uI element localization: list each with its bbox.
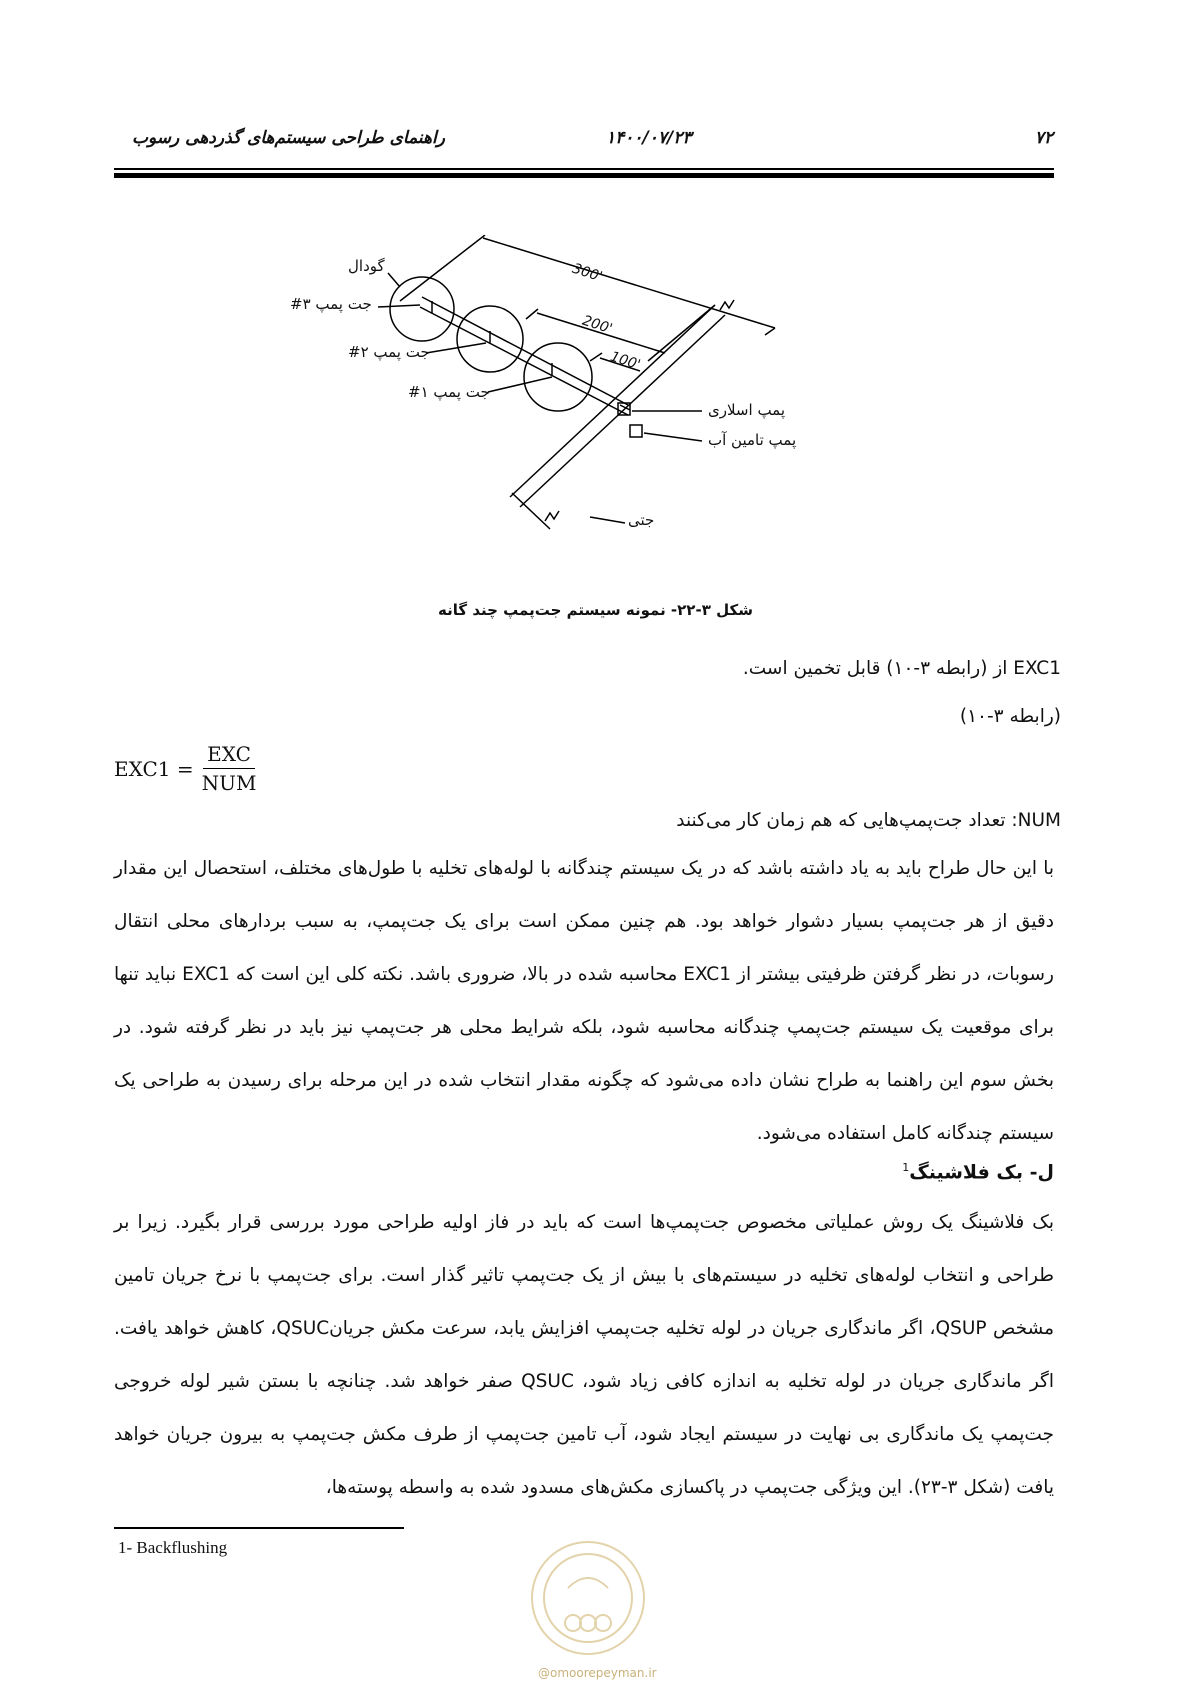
page-number: ۷۲	[1034, 128, 1053, 148]
equation-reference: (رابطه ۳-۱۰)	[959, 706, 1061, 727]
footnote-rule	[114, 1527, 404, 1529]
formula-fraction	[202, 742, 257, 795]
header-rule-thick	[114, 173, 1054, 178]
label-jetty: جتی	[628, 511, 655, 529]
dim-100: 100'	[608, 348, 643, 374]
label-jet-pump-3: جت پمپ ۳#	[290, 295, 372, 313]
watermark-logo	[528, 1528, 648, 1668]
num-definition: NUM: تعداد جت‌پمپ‌هایی که هم زمان کار می‌کنند	[676, 810, 1061, 831]
watermark-text: @omoorepeyman.ir	[538, 1666, 657, 1680]
jetty-line-upper	[510, 305, 715, 497]
label-slurry-pump: پمپ اسلاری	[708, 401, 786, 419]
formula-numerator: EXC	[203, 742, 255, 769]
body-line-exc1: EXC1 از (رابطه ۳-۱۰) قابل تخمین است.	[742, 658, 1061, 679]
formula	[114, 742, 256, 795]
dim-200: 200'	[580, 312, 615, 338]
figure-caption: شکل ۳-۲۲- نمونه سیستم جت‌پمپ چند گانه	[438, 601, 753, 619]
dim-line-300	[483, 238, 775, 328]
header-rule-thin	[114, 168, 1054, 170]
dim-300: 300'	[570, 260, 605, 286]
paragraph-1: با این حال طراح باید به یاد داشته باشد که در یک سیستم چندگانه با لوله‌های تخلیه با طول‌های مختلف، استحصال این مقدار دقیق از هر جت‌پمپ بسیار دشوار خواهد بود. هم چنین ممکن است برای یک جت‌پمپ، به سبب بردارهای محلی انتقال رسوبات، در نظر گرفتن ظرفیتی بیشتر از EXC1 محاسبه شده در بالا، ضروری باشد. نکته کلی این است که EXC1 نباید تنها برای موقعیت یک سیستم جت‌پمپ چندگانه محاسبه شود، بلکه شرایط محلی هر جت‌پمپ نیز باید در نظر گرفته شود. در بخش سوم این راهنما به طراح نشان داده می‌شود که چگونه مقدار انتخاب شده در این مرحله برای رسیدن به طراحی یک سیستم چندگانه کامل استفاده می‌شود.	[114, 858, 1054, 1144]
label-jet-pump-1: جت پمپ ۱#	[408, 383, 490, 401]
label-water-supply-pump: پمپ تامین آب	[708, 431, 797, 449]
formula-lhs: EXC1 =	[114, 756, 194, 781]
pit-circle-1	[524, 343, 592, 411]
footnote: 1- Backflushing	[118, 1538, 228, 1557]
water-pump-box	[630, 425, 642, 437]
formula-denominator: NUM	[201, 771, 257, 795]
section-heading	[902, 1161, 1054, 1183]
label-pit: گودال	[348, 257, 385, 275]
footnote-mark: 1	[902, 1161, 910, 1174]
section-heading-text: ل- بک فلاشینگ	[909, 1161, 1054, 1184]
header-title: راهنمای طراحی سیستم‌های گذردهی رسوب	[132, 128, 445, 148]
paragraph-2: بک فلاشینگ یک روش عملیاتی مخصوص جت‌پمپ‌ها است که باید در فاز اولیه طراحی مورد بررسی قرار بگیرد. زیرا بر طراحی و انتخاب لوله‌های تخلیه در سیستم‌های با بیش از یک جت‌پمپ تاثیر گذار است. برای جت‌پمپ با نرخ جریان تامین مشخص QSUP، اگر ماندگاری جریان در لوله تخلیه جت‌پمپ افزایش یابد، سرعت مکش جریانQSUC، کاهش خواهد یافت. اگر ماندگاری جریان در لوله تخلیه به اندازه کافی زیاد شود، QSUC صفر خواهد شد. چنانچه با بستن شیر لوله خروجی جت‌پمپ یک ماندگاری بی نهایت در سیستم ایجاد شود، آب تامین جت‌پمپ از طرف مکش جت‌پمپ به بیرون جریان خواهد یافت (شکل ۳-۲۳). این ویژگی جت‌پمپ در پاکسازی مکش‌های مسدود شده به واسطه پوسته‌ها،	[114, 1212, 1054, 1498]
header-date: ۱۴۰۰/۰۷/۲۳	[606, 128, 692, 148]
label-jet-pump-2: جت پمپ ۲#	[348, 343, 430, 361]
jet-pump-figure	[290, 235, 850, 575]
